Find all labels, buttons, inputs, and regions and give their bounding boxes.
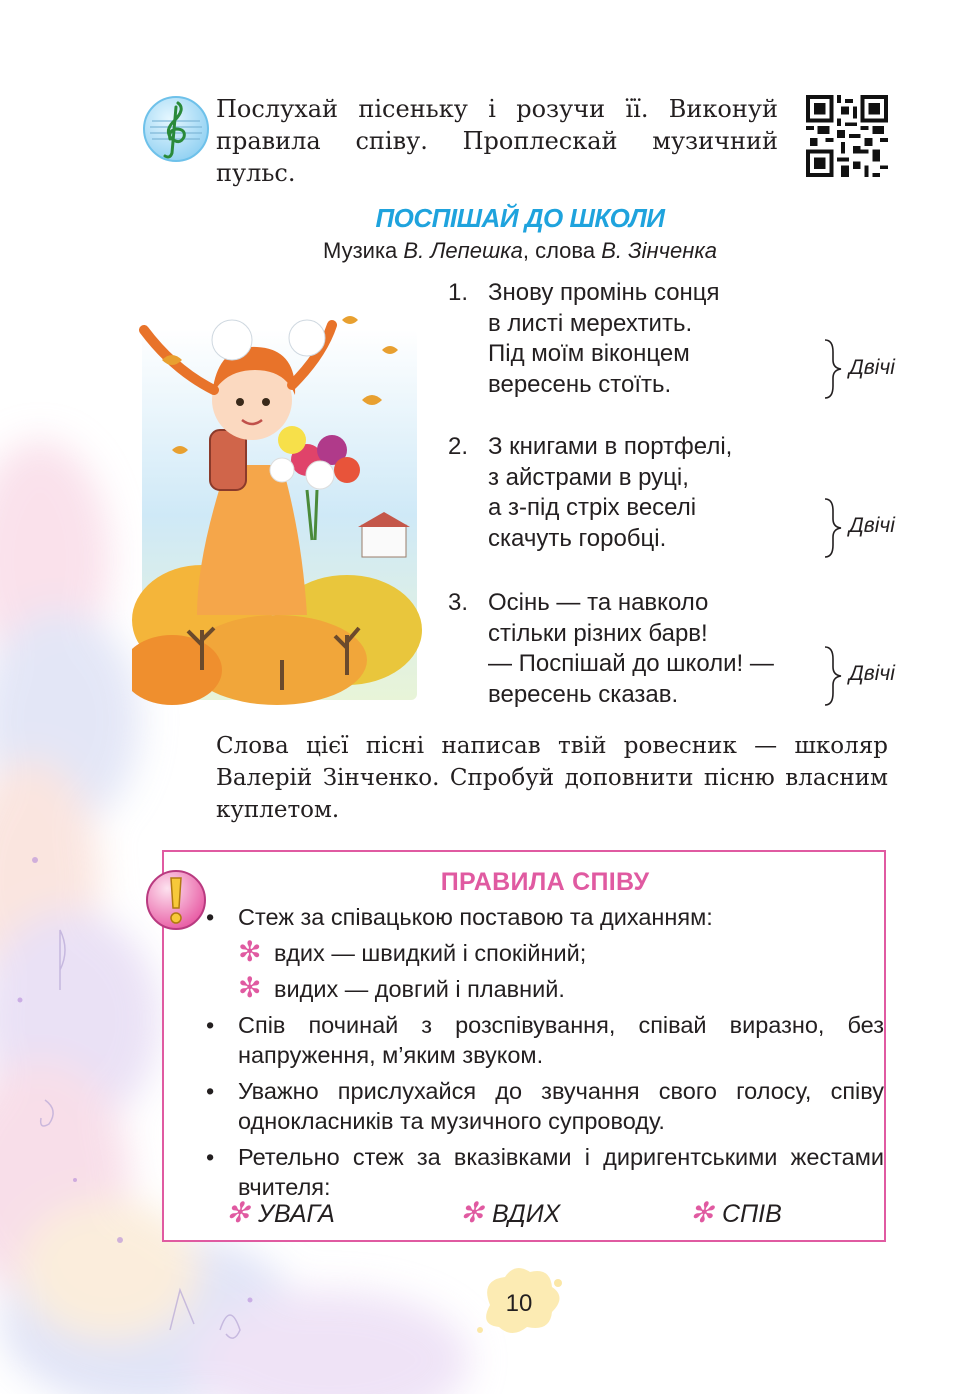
verse-number: 2. [448, 433, 469, 460]
bullet-dot: • [206, 904, 215, 930]
verse-number: 3. [448, 589, 469, 616]
asterisk-star-icon: ✻ [690, 1197, 714, 1228]
verse-1 [448, 278, 720, 400]
bullet-dot: • [206, 1078, 215, 1104]
bullet-dot: • [206, 1144, 215, 1170]
rule-item [204, 1142, 884, 1202]
right-brace-icon [822, 338, 844, 400]
verse-3 [448, 588, 774, 710]
rule-text: Уважно прислухайся до звучання свого голосу, співу однокласників та музичного супроводу. [238, 1078, 884, 1134]
cue-sing [690, 1196, 782, 1229]
rule-text: Ретельно стеж за вказівками і диригентськими жестами вчителя: [238, 1144, 884, 1200]
right-brace-icon [822, 497, 844, 559]
girl-with-flowers-illustration [132, 290, 422, 705]
repeat-label: Двічі [849, 662, 895, 685]
repeat-label: Двічі [849, 356, 895, 379]
asterisk-star-icon: ✻ [226, 1197, 250, 1228]
verse-line: — Поспішай до школи! — [488, 650, 774, 677]
verse-line: стільки різних барв! [488, 619, 708, 647]
credits-music-author: В. Лепешка [403, 238, 523, 263]
rule-item [204, 1076, 884, 1136]
rule-text: Спів починай з розспівування, співай виразно, без напруження, м’яким звуком. [238, 1012, 884, 1068]
credits-words-author: В. Зінченка [601, 238, 717, 263]
verse-line: З книгами в портфелі, [488, 433, 733, 460]
subitem-text: вдих — швидкий і спокійний; [274, 940, 587, 966]
verse-2 [448, 432, 732, 554]
verse-line: вересень сказав. [488, 680, 679, 708]
rule-subitem [204, 974, 884, 1004]
verse-line: Під моїм віконцем [488, 340, 690, 367]
credits-music-label: Музика [323, 238, 398, 263]
asterisk-star-icon: ✻ [238, 972, 262, 1003]
page-number: 10 [505, 1290, 533, 1317]
subitem-text: видих — довгий і плавний. [274, 976, 565, 1002]
song-title: ПОСПІШАЙ ДО ШКОЛИ [375, 203, 665, 233]
right-brace-icon [822, 645, 844, 707]
verse-line: а з-під стріх веселі [488, 494, 697, 521]
exclamation-icon [145, 868, 207, 932]
intro-text: Послухай пісеньку і розучи її. Виконуй правила співу. Проплескай музичний пульс. [216, 95, 778, 187]
rules-title: ПРАВИЛА СПІВУ [440, 868, 650, 896]
cue-text: УВАГА [258, 1200, 335, 1228]
cue-attention [226, 1196, 335, 1229]
treble-clef-icon [142, 95, 210, 163]
verse-number: 1. [448, 279, 469, 306]
song-credits [250, 238, 790, 264]
verse-line: в листі мерехтить. [488, 309, 693, 337]
cue-text: СПІВ [722, 1200, 782, 1228]
rule-subitem [204, 938, 884, 968]
qr-code-icon[interactable] [806, 95, 888, 177]
verse-line: скачуть горобці. [488, 524, 667, 552]
repeat-label: Двічі [849, 514, 895, 537]
cue-inhale [460, 1196, 560, 1229]
bullet-dot: • [206, 1012, 215, 1038]
asterisk-star-icon: ✻ [238, 936, 262, 967]
credits-separator: , слова [522, 238, 596, 263]
asterisk-star-icon: ✻ [460, 1197, 484, 1228]
verse-line: Осінь — та навколо [488, 589, 709, 616]
verse-line: вересень стоїть. [488, 370, 672, 398]
verse-line: з айстрами в руці, [488, 463, 689, 491]
rule-text: Стеж за співацькою поставою та диханням: [238, 904, 713, 930]
rule-item [204, 1010, 884, 1070]
rules-list [204, 902, 884, 1208]
cue-text: ВДИХ [492, 1200, 561, 1228]
verse-line: Знову промінь сонця [488, 279, 720, 306]
author-note: Слова цієї пісні написав твій ровесник — школяр Валерій Зінченко. Спробуй доповнити пісню власним куплетом. [216, 733, 888, 823]
rule-item [204, 902, 884, 932]
